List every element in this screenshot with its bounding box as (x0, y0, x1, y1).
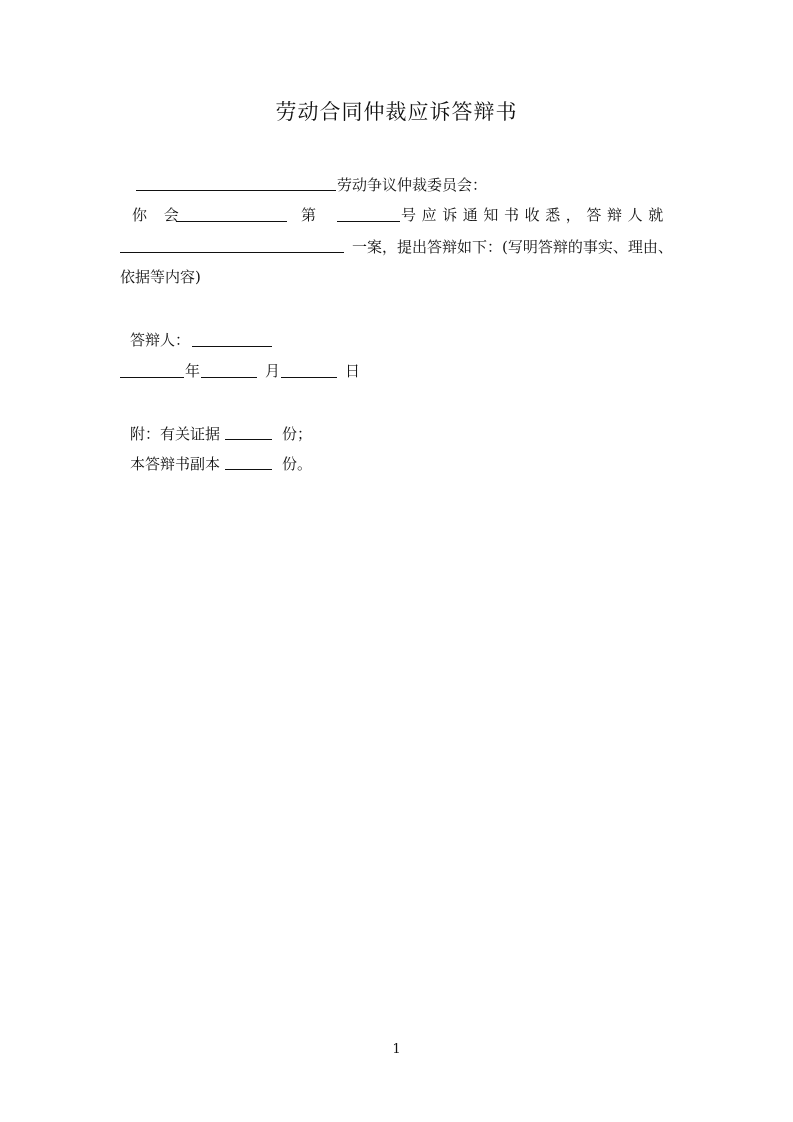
committee-code-blank[interactable] (176, 221, 287, 222)
committee-name-blank[interactable] (136, 190, 336, 191)
evidence-prefix: 附：有关证据 (130, 425, 221, 443)
case-text: 一案，提出答辩如下：(写明答辩的事实、理由、 (352, 238, 673, 256)
month-label: 月 (265, 362, 281, 380)
addressee-suffix: 劳动争议仲裁委员会： (337, 176, 488, 194)
respondent-label: 答辩人： (130, 331, 191, 349)
di-text: 第 (301, 206, 317, 224)
year-blank[interactable] (120, 377, 184, 378)
evidence-count-blank[interactable] (225, 439, 272, 440)
notice-received-text: 号应诉通知书收悉，答辩人就 (401, 206, 669, 224)
evidence-suffix: 份； (282, 425, 313, 443)
day-blank[interactable] (281, 377, 337, 378)
respondent-blank[interactable] (192, 346, 272, 347)
year-label: 年 (185, 362, 201, 380)
notice-number-blank[interactable] (337, 221, 400, 222)
basis-text: 依据等内容) (120, 268, 201, 286)
you-committee-text: 你 会 (132, 206, 185, 224)
copy-prefix: 本答辩书副本 (130, 455, 221, 473)
page-number: 1 (392, 1042, 401, 1057)
case-name-blank[interactable] (120, 252, 344, 253)
copy-suffix: 份。 (282, 455, 313, 473)
month-blank[interactable] (201, 377, 257, 378)
document-title: 劳动合同仲裁应诉答辩书 (275, 100, 518, 124)
copy-count-blank[interactable] (225, 469, 272, 470)
day-label: 日 (345, 362, 361, 380)
